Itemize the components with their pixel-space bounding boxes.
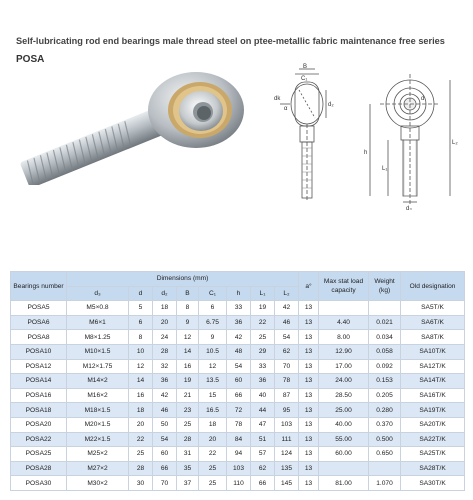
table-cell: 135 — [275, 461, 299, 476]
table-cell: SA22T/K — [401, 432, 465, 447]
table-cell: 25 — [129, 447, 153, 462]
table-cell: 16 — [129, 388, 153, 403]
table-cell: 13 — [299, 359, 319, 374]
table-cell: 0.058 — [369, 344, 401, 359]
table-cell: M27×2 — [67, 461, 129, 476]
table-cell: 30 — [129, 476, 153, 491]
table-cell: 12 — [199, 359, 227, 374]
table-cell: 25 — [199, 461, 227, 476]
table-cell: 36 — [251, 374, 275, 389]
table-cell: 28 — [129, 461, 153, 476]
table-cell: 103 — [275, 417, 299, 432]
table-cell: POSA14 — [11, 374, 67, 389]
table-cell: SA8T/K — [401, 330, 465, 345]
table-cell: 15 — [199, 388, 227, 403]
rod-end-bearing-photo — [18, 70, 253, 185]
table-cell: 8 — [129, 330, 153, 345]
table-row — [11, 315, 465, 330]
table-cell: 10 — [129, 344, 153, 359]
table-cell: 25 — [251, 330, 275, 345]
table-cell: 60.00 — [319, 447, 369, 462]
table-cell: M16×2 — [67, 388, 129, 403]
series-name: POSA — [16, 54, 45, 65]
table-cell: 23 — [177, 403, 199, 418]
table-cell: 12 — [177, 330, 199, 345]
table-cell: 42 — [227, 330, 251, 345]
table-cell: 22 — [199, 447, 227, 462]
table-cell: POSA25 — [11, 447, 67, 462]
table-cell: 25 — [177, 417, 199, 432]
table-cell: 95 — [275, 403, 299, 418]
table-cell: 19 — [177, 374, 199, 389]
table-cell: 42 — [153, 388, 177, 403]
label-l2: L₂ — [452, 140, 458, 146]
table-cell: 28.50 — [319, 388, 369, 403]
table-cell: 13 — [299, 330, 319, 345]
table-cell: POSA8 — [11, 330, 67, 345]
table-cell: 78 — [227, 417, 251, 432]
table-cell: 62 — [251, 461, 275, 476]
table-cell: 13 — [299, 344, 319, 359]
header-bearings-number: Bearings number — [11, 272, 67, 301]
table-cell: 21 — [177, 388, 199, 403]
table-cell: 55.00 — [319, 432, 369, 447]
table-cell: POSA18 — [11, 403, 67, 418]
table-cell: 9 — [199, 330, 227, 345]
table-cell: M10×1.5 — [67, 344, 129, 359]
table-cell: POSA12 — [11, 359, 67, 374]
table-cell: 145 — [275, 476, 299, 491]
sub-header-cell: d — [129, 286, 153, 301]
table-cell: 42 — [275, 301, 299, 316]
table-cell: 13.5 — [199, 374, 227, 389]
table-cell: POSA5 — [11, 301, 67, 316]
label-b: B — [303, 64, 308, 70]
table-cell: 18 — [153, 301, 177, 316]
table-cell: 48 — [227, 344, 251, 359]
table-cell: POSA20 — [11, 417, 67, 432]
sub-header-cell: d₃ — [67, 286, 129, 301]
table-cell: 60 — [227, 374, 251, 389]
table-cell: M30×2 — [67, 476, 129, 491]
table-cell — [319, 461, 369, 476]
table-cell: 57 — [251, 447, 275, 462]
table-cell: 84 — [227, 432, 251, 447]
table-cell: 66 — [227, 388, 251, 403]
table-cell: 0.500 — [369, 432, 401, 447]
table-cell: 0.153 — [369, 374, 401, 389]
table-cell — [319, 301, 369, 316]
sub-header-cell: d₂ — [153, 286, 177, 301]
label-d3: d₃ — [406, 206, 412, 210]
table-cell: 28 — [177, 432, 199, 447]
table-row — [11, 417, 465, 432]
table-cell: SA14T/K — [401, 374, 465, 389]
table-cell: 18 — [199, 417, 227, 432]
table-cell: 51 — [251, 432, 275, 447]
table-cell: 13 — [299, 315, 319, 330]
sub-header-cell: L₁ — [251, 286, 275, 301]
table-cell: 70 — [275, 359, 299, 374]
header-weight: Weight (kg) — [369, 272, 401, 301]
label-alpha: α — [284, 106, 288, 112]
table-cell: 14 — [129, 374, 153, 389]
table-cell: 29 — [251, 344, 275, 359]
sub-header-cell: L₂ — [275, 286, 299, 301]
page-title: Self-lubricating rod end bearings male thread steel on ptee-metallic fabric maintenance free series — [16, 36, 445, 46]
table-cell: 13 — [299, 432, 319, 447]
table-cell: 13 — [299, 374, 319, 389]
table-cell: 25.00 — [319, 403, 369, 418]
table-row — [11, 476, 465, 491]
table-cell: SA6T/K — [401, 315, 465, 330]
table-row — [11, 432, 465, 447]
table-cell: 13 — [299, 461, 319, 476]
table-cell: 20 — [129, 417, 153, 432]
specification-table — [10, 271, 465, 491]
table-cell: SA20T/K — [401, 417, 465, 432]
table-cell: 37 — [177, 476, 199, 491]
table-cell: 32 — [153, 359, 177, 374]
table-row — [11, 344, 465, 359]
table-cell: POSA30 — [11, 476, 67, 491]
sub-header-cell: B — [177, 286, 199, 301]
table-cell: SA12T/K — [401, 359, 465, 374]
table-row — [11, 403, 465, 418]
label-d: d — [421, 96, 425, 102]
table-cell: 54 — [227, 359, 251, 374]
table-cell: 81.00 — [319, 476, 369, 491]
table-cell: SA25T/K — [401, 447, 465, 462]
table-cell: 0.370 — [369, 417, 401, 432]
table-cell: 6 — [199, 301, 227, 316]
table-cell: 35 — [177, 461, 199, 476]
table-cell: 0.205 — [369, 388, 401, 403]
table-row — [11, 447, 465, 462]
table-cell: POSA6 — [11, 315, 67, 330]
label-h: h — [364, 150, 368, 156]
table-cell: 31 — [177, 447, 199, 462]
table-row — [11, 330, 465, 345]
table-cell — [369, 461, 401, 476]
table-cell: 0.021 — [369, 315, 401, 330]
table-body — [11, 301, 465, 491]
table-cell: 4.40 — [319, 315, 369, 330]
table-cell: 24 — [153, 330, 177, 345]
table-cell: 12 — [129, 359, 153, 374]
technical-drawing — [260, 60, 465, 210]
table-cell: M12×1.75 — [67, 359, 129, 374]
table-row — [11, 461, 465, 476]
table-cell: 66 — [251, 476, 275, 491]
table-row — [11, 374, 465, 389]
sub-header-cell: C₁ — [199, 286, 227, 301]
table-cell: 13 — [299, 388, 319, 403]
table-cell: 13 — [299, 301, 319, 316]
table-cell: 1.070 — [369, 476, 401, 491]
label-c1: C₁ — [301, 76, 308, 82]
table-cell: 28 — [153, 344, 177, 359]
table-cell: M14×2 — [67, 374, 129, 389]
table-cell: 17.00 — [319, 359, 369, 374]
table-cell: 16 — [177, 359, 199, 374]
table-cell: 46 — [275, 315, 299, 330]
table-row — [11, 301, 465, 316]
table-row — [11, 388, 465, 403]
table-cell: 20 — [153, 315, 177, 330]
table-cell: 18 — [129, 403, 153, 418]
table-cell: 24.00 — [319, 374, 369, 389]
table-cell: POSA10 — [11, 344, 67, 359]
header-load-capacity: Max stat load capacity — [319, 272, 369, 301]
table-cell: 0.280 — [369, 403, 401, 418]
table-cell: 36 — [227, 315, 251, 330]
table-cell: 10.5 — [199, 344, 227, 359]
table-cell: 6.75 — [199, 315, 227, 330]
table-cell: 124 — [275, 447, 299, 462]
table-cell: 87 — [275, 388, 299, 403]
table-cell: 22 — [129, 432, 153, 447]
table-cell: 12.90 — [319, 344, 369, 359]
table-cell — [369, 301, 401, 316]
table-cell: SA30T/K — [401, 476, 465, 491]
table-cell: 33 — [251, 359, 275, 374]
table-cell: 25 — [199, 476, 227, 491]
header-dimensions: Dimensions (mm) — [67, 272, 299, 287]
label-dk: dk — [274, 96, 281, 102]
table-cell: 60 — [153, 447, 177, 462]
table-cell: 44 — [251, 403, 275, 418]
table-cell: 13 — [299, 476, 319, 491]
table-cell: M25×2 — [67, 447, 129, 462]
table-cell: 19 — [251, 301, 275, 316]
table-cell: M18×1.5 — [67, 403, 129, 418]
header-alpha: a° — [299, 272, 319, 301]
label-l1: L₁ — [382, 166, 388, 172]
table-cell: 36 — [153, 374, 177, 389]
table-row — [11, 359, 465, 374]
table-cell: 0.034 — [369, 330, 401, 345]
table-cell: 70 — [153, 476, 177, 491]
table-cell: SA10T/K — [401, 344, 465, 359]
table-cell: 5 — [129, 301, 153, 316]
table-cell: 40 — [251, 388, 275, 403]
table-cell: 8.00 — [319, 330, 369, 345]
table-cell: M6×1 — [67, 315, 129, 330]
table-cell: 66 — [153, 461, 177, 476]
table-cell: M20×1.5 — [67, 417, 129, 432]
sub-header-cell: h — [227, 286, 251, 301]
table-cell: 6 — [129, 315, 153, 330]
table-cell: SA16T/K — [401, 388, 465, 403]
table-cell: 16.5 — [199, 403, 227, 418]
table-cell: SA5T/K — [401, 301, 465, 316]
table-cell: 40.00 — [319, 417, 369, 432]
table-cell: 46 — [153, 403, 177, 418]
table-cell: 54 — [153, 432, 177, 447]
table-cell: 94 — [227, 447, 251, 462]
table-cell: SA19T/K — [401, 403, 465, 418]
table-cell: M8×1.25 — [67, 330, 129, 345]
table-cell: 78 — [275, 374, 299, 389]
table-cell: POSA16 — [11, 388, 67, 403]
table-cell: 0.650 — [369, 447, 401, 462]
table-cell: 0.092 — [369, 359, 401, 374]
table-cell: 20 — [199, 432, 227, 447]
header-old-designation: Old designation — [401, 272, 465, 301]
table-cell: 33 — [227, 301, 251, 316]
table-cell: 72 — [227, 403, 251, 418]
table-cell: 9 — [177, 315, 199, 330]
table-cell: 111 — [275, 432, 299, 447]
table-cell: 8 — [177, 301, 199, 316]
table-cell: 13 — [299, 417, 319, 432]
table-cell: 22 — [251, 315, 275, 330]
table-cell: 47 — [251, 417, 275, 432]
table-cell: POSA28 — [11, 461, 67, 476]
table-cell: 103 — [227, 461, 251, 476]
table-cell: 13 — [299, 403, 319, 418]
table-cell: 110 — [227, 476, 251, 491]
table-cell: 62 — [275, 344, 299, 359]
table-cell: 50 — [153, 417, 177, 432]
table-cell: M22×1.5 — [67, 432, 129, 447]
table-cell: 13 — [299, 447, 319, 462]
table-cell: 54 — [275, 330, 299, 345]
table-cell: SA28T/K — [401, 461, 465, 476]
table-cell: M5×0.8 — [67, 301, 129, 316]
table-cell: 14 — [177, 344, 199, 359]
table-cell: POSA22 — [11, 432, 67, 447]
label-d2: d₂ — [328, 102, 334, 108]
